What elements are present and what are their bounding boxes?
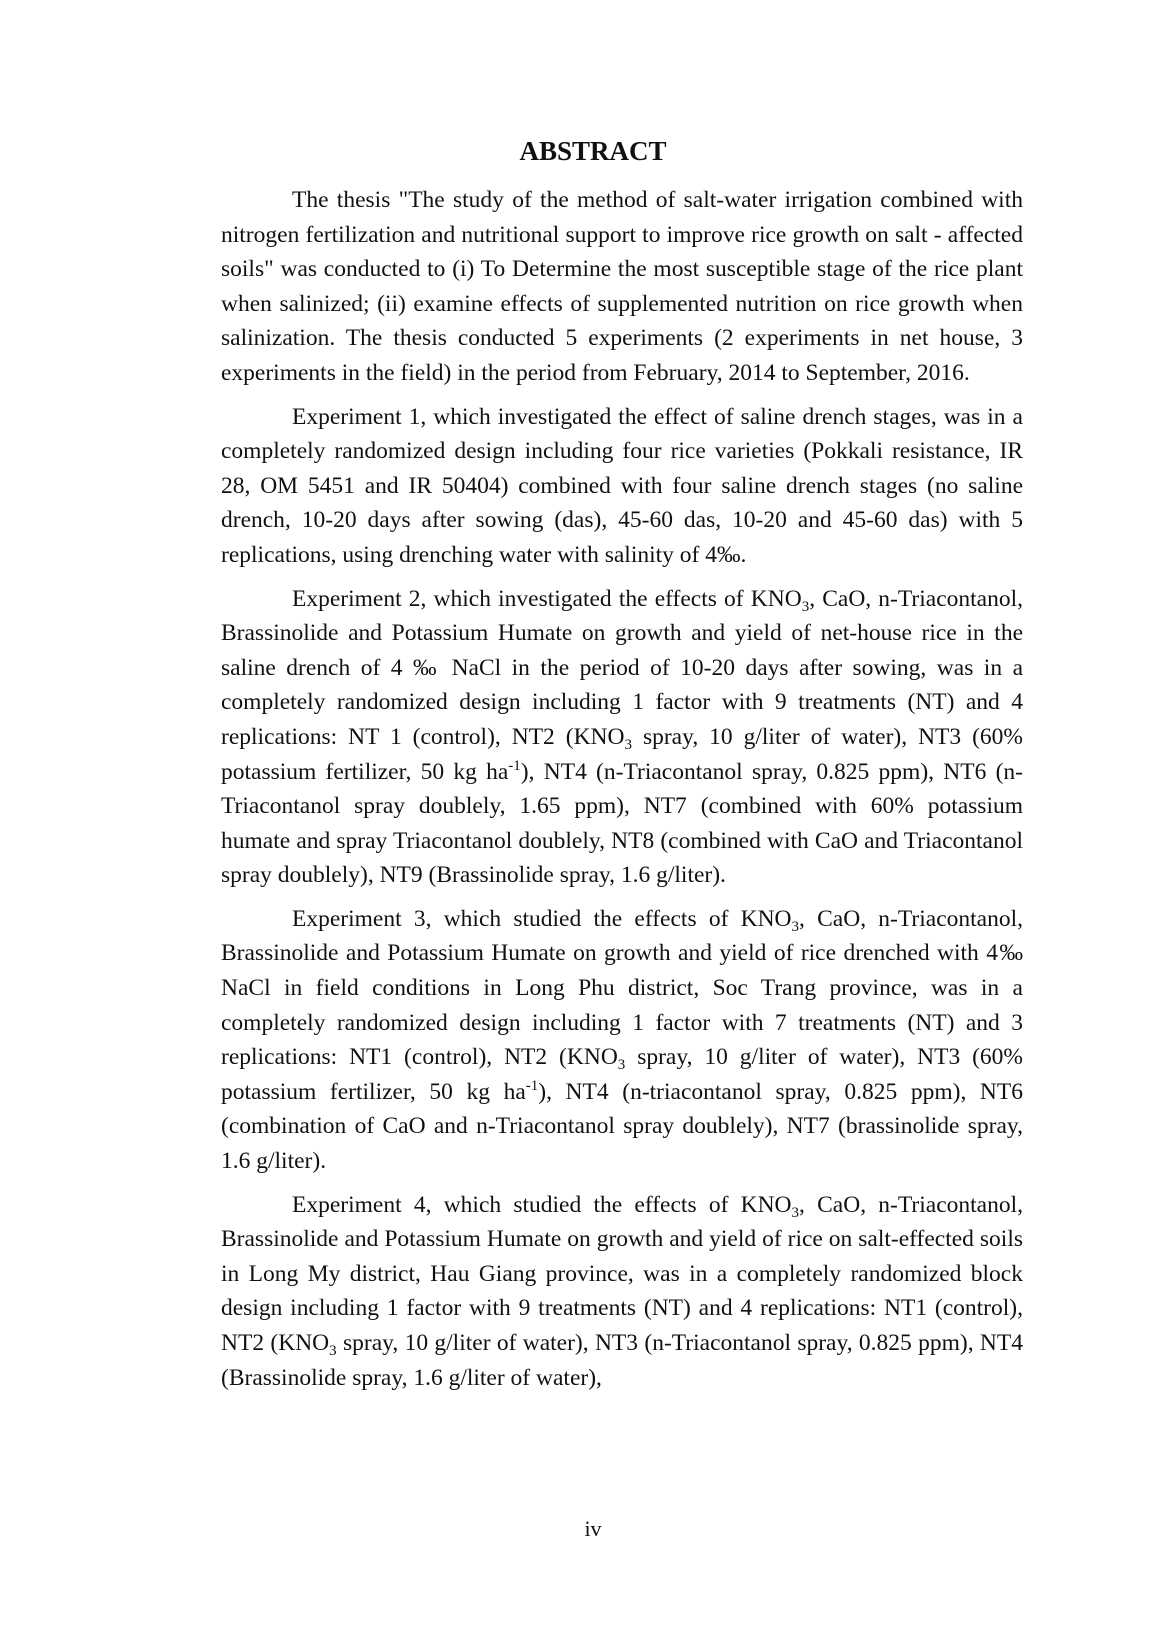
text-run: ), NT4 (n-Triacontanol spray, 0.825 ppm), NT6 (n-Triacontanol spray doublely, 1.65 ppm), NT7 (combined with 60% potassium humate and spray Triacontanol doublely, NT8 (combined with CaO and Triacontanol spray doublely), NT9 (Brassinolide spray, 1.6 g/liter).	[221, 758, 1023, 889]
text-run: , CaO, n-Triacontanol, Brassinolide and Potassium Humate on growth and yield of net-house rice in the saline drench of 4 ‰ NaCl in the period of 10-20 days after sowing, was in a completely randomized design including 1 factor with 9 treatments (NT) and 4 replications: NT 1 (control), NT2 (KNO	[221, 585, 1023, 750]
text-run: , CaO, n-Triacontanol, Brassinolide and Potassium Humate on growth and yield of rice on salt-effected soils in Long My district, Hau Giang province, was in a completely randomized block design including 1 factor with 9 treatments (NT) and 4 replications: NT1 (control), NT2 (KNO	[221, 1191, 1023, 1356]
superscript: -1	[525, 1077, 539, 1094]
abstract-heading: ABSTRACT	[519, 136, 667, 166]
paragraph-experiment-3	[221, 902, 1023, 1179]
subscript: 3	[791, 1204, 800, 1221]
paragraph-experiment-2	[221, 582, 1023, 893]
text-run: , CaO, n-Triacontanol, Brassinolide and Potassium Humate on growth and yield of rice drenched with 4‰ NaCl in field conditions in Long Phu district, Soc Trang province, was in a completely randomized design including 1 factor with 7 treatments (NT) and 3 replications: NT1 (control), NT2 (KNO	[221, 905, 1023, 1071]
text-run: spray, 10 g/liter of water), NT3 (60% potassium fertilizer, 50 kg ha	[221, 723, 1024, 785]
text-run: spray, 10 g/liter of water), NT3 (n-Triacontanol spray, 0.825 ppm), NT4 (Brassinolide spray, 1.6 g/liter of water),	[221, 1330, 1023, 1391]
paragraph-experiment-4	[221, 1188, 1023, 1396]
text-run: Experiment 3, which studied the effects of KNO	[292, 905, 792, 932]
page-number: iv	[584, 1516, 602, 1541]
text-run: Experiment 2, which investigated the effects of KNO	[292, 585, 802, 612]
text-run: Experiment 4, which studied the effects of KNO	[292, 1191, 792, 1218]
subscript: 3	[624, 736, 632, 753]
text-run: ), NT4 (n-triacontanol spray, 0.825 ppm), NT6 (combination of CaO and n-Triacontanol spray doublely), NT7 (brassinolide spray, 1.6 g/liter).	[221, 1078, 1023, 1175]
subscript: 3	[801, 598, 810, 615]
subscript: 3	[791, 918, 800, 935]
superscript: -1	[508, 757, 521, 774]
text-run: The thesis "The study of the method of salt-water irrigation combined with nitrogen fertilization and nutritional support to improve rice growth on salt - affected soils" was conducted to (i) To Determine the most susceptible stage of the rice plant when salinized; (ii) examine effects of supplemented nutrition on rice growth when salinization. The thesis conducted 5 experiments (2 experiments in net house, 3 experiments in the field) in the period from February, 2014 to September, 2016.	[221, 187, 1023, 386]
text-run: Experiment 1, which investigated the effect of saline drench stages, was in a completely randomized design including four rice varieties (Pokkali resistance, IR 28, OM 5451 and IR 50404) combined with four saline drench stages (no saline drench, 10-20 days after sowing (das), 45-60 das, 10-20 and 45-60 das) with 5 replications, using drenching water with salinity of 4‰.	[221, 403, 1023, 568]
text-run: spray, 10 g/liter of water), NT3 (60% potassium fertilizer, 50 kg ha	[221, 1044, 1024, 1105]
subscript: 3	[329, 1343, 337, 1359]
abstract-body	[221, 183, 1023, 1404]
paragraph-intro	[221, 183, 1023, 391]
subscript: 3	[617, 1057, 626, 1074]
paragraph-experiment-1	[221, 400, 1023, 573]
